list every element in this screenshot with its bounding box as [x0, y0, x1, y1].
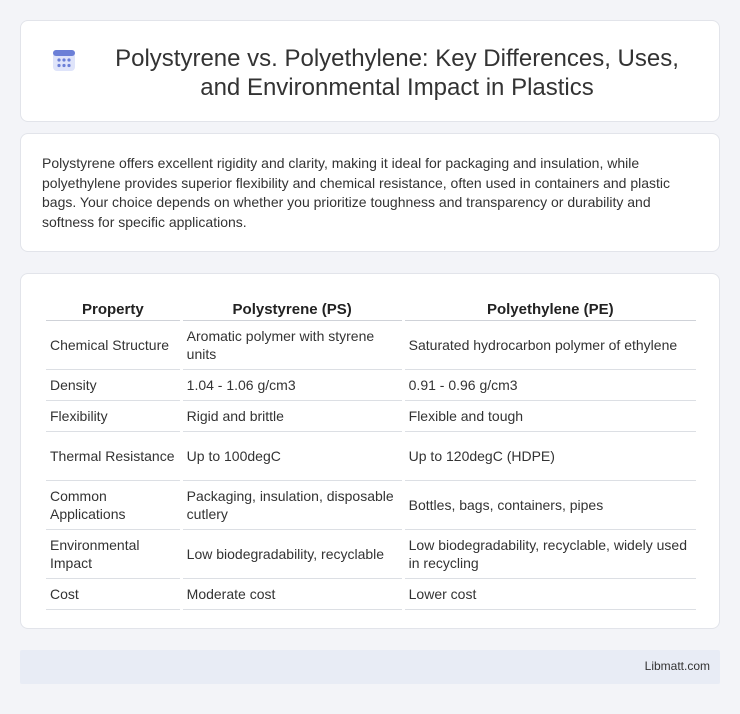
comparison-table	[43, 294, 699, 610]
summary-card	[20, 133, 720, 252]
table-row	[46, 481, 696, 530]
row-pe-value: Lower cost	[405, 579, 696, 610]
row-property: Chemical Structure	[46, 321, 180, 370]
table-row	[46, 530, 696, 579]
header-polyethylene: Polyethylene (PE)	[405, 294, 696, 321]
page-title: Polystyrene vs. Polyethylene: Key Differences, Uses, and Environmental Impact in Plastics	[115, 45, 679, 101]
row-property: Flexibility	[46, 401, 180, 432]
row-pe-value: Low biodegradability, recyclable, widely used in recycling	[405, 530, 696, 579]
table-header-row	[46, 294, 696, 321]
row-ps-value: 1.04 - 1.06 g/cm3	[183, 370, 402, 401]
footer	[20, 650, 720, 684]
header-polystyrene: Polystyrene (PS)	[183, 294, 402, 321]
table-row	[46, 432, 696, 481]
row-ps-value: Low biodegradability, recyclable	[183, 530, 402, 579]
row-property: Thermal Resistance	[46, 432, 180, 481]
row-pe-value: Up to 120degC (HDPE)	[405, 432, 696, 481]
row-ps-value: Packaging, insulation, disposable cutlery	[183, 481, 402, 530]
row-ps-value: Moderate cost	[183, 579, 402, 610]
row-ps-value: Aromatic polymer with styrene units	[183, 321, 402, 370]
summary-text: Polystyrene offers excellent rigidity and clarity, making it ideal for packaging and insulation, while polyethylene provides superior flexibility and chemical resistance, often used in containers and plastic bags. Your choice depends on whether you prioritize toughness and transparency or durability and softness for specific applications.	[42, 155, 671, 230]
row-ps-value: Up to 100degC	[183, 432, 402, 481]
row-property: Density	[46, 370, 180, 401]
calendar-grid-icon	[51, 47, 77, 73]
table-row	[46, 370, 696, 401]
title-wrap	[51, 44, 699, 102]
table-row	[46, 401, 696, 432]
row-property: Cost	[46, 579, 180, 610]
row-pe-value: 0.91 - 0.96 g/cm3	[405, 370, 696, 401]
row-property: Environmental Impact	[46, 530, 180, 579]
row-pe-value: Saturated hydrocarbon polymer of ethylene	[405, 321, 696, 370]
row-pe-value: Flexible and tough	[405, 401, 696, 432]
row-property: Common Applications	[46, 481, 180, 530]
table-row	[46, 321, 696, 370]
table-row	[46, 579, 696, 610]
comparison-table-card	[20, 273, 720, 629]
row-ps-value: Rigid and brittle	[183, 401, 402, 432]
row-pe-value: Bottles, bags, containers, pipes	[405, 481, 696, 530]
header-property: Property	[46, 294, 180, 321]
footer-site-link[interactable]: Libmatt.com	[644, 659, 710, 673]
title-card	[20, 20, 720, 122]
